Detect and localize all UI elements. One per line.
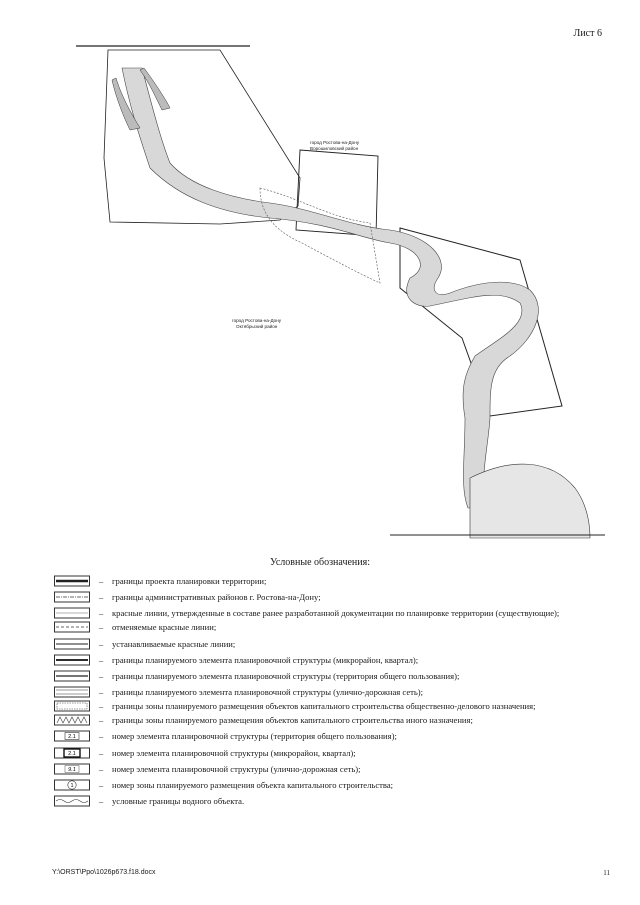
file-path: Y:\ORST\Ppo\1026p673.f18.docx bbox=[52, 869, 156, 876]
symbol-admin-boundary bbox=[54, 591, 90, 603]
svg-text:9.1: 9.1 bbox=[68, 766, 76, 773]
symbol-public-territory bbox=[54, 670, 90, 682]
legend-item: 9.1 – номер элемента планировочной структуры (улично-дорожная сеть); bbox=[54, 764, 594, 775]
svg-text:1: 1 bbox=[70, 782, 74, 789]
symbol-business-zone bbox=[54, 700, 90, 712]
symbol-zone-number bbox=[54, 779, 90, 791]
sheet-label: Лист 6 bbox=[573, 28, 602, 39]
symbol-microdistrict bbox=[54, 654, 90, 666]
water-body bbox=[122, 68, 538, 508]
symbol-number-public bbox=[54, 730, 90, 742]
legend-item: 2.1 – номер элемента планировочной структуры (территория общего пользования); bbox=[54, 731, 594, 742]
symbol-number-microdistrict bbox=[54, 747, 90, 759]
symbol-water-boundary bbox=[54, 795, 90, 807]
legend-item: – устанавливаемые красные линии; bbox=[54, 639, 594, 650]
legend-item: – границы планируемого элемента планировочной структуры (улично-дорожная сеть); bbox=[54, 687, 594, 698]
svg-text:2.1: 2.1 bbox=[68, 750, 76, 757]
map-label-city-bottom: город Ростова-на-Дону bbox=[232, 318, 282, 323]
map-label-district-top: Ворошиловский район bbox=[310, 146, 359, 151]
svg-text:2.1: 2.1 bbox=[68, 734, 76, 741]
parcel-lower bbox=[470, 464, 590, 538]
legend-item: – отменяемые красные линии; bbox=[54, 622, 594, 633]
legend-item: – условные границы водного объекта. bbox=[54, 796, 594, 807]
legend-item: 2.1 – номер элемента планировочной структуры (микрорайон, квартал); bbox=[54, 748, 594, 759]
page-number: 11 bbox=[603, 869, 610, 877]
symbol-other-zone bbox=[54, 714, 90, 726]
map-label-district-bottom: Октябрьский район bbox=[236, 324, 278, 329]
legend-item: – границы проекта планировки территории; bbox=[54, 576, 594, 587]
symbol-existing-red-lines bbox=[54, 607, 90, 619]
symbol-project-boundary bbox=[54, 575, 90, 587]
planning-map bbox=[70, 38, 610, 548]
legend-title: Условные обозначения: bbox=[269, 557, 370, 568]
legend-item: – границы административных районов г. Ростова-на-Дону; bbox=[54, 592, 594, 603]
legend-item: – границы планируемого элемента планировочной структуры (микрорайон, квартал); bbox=[54, 655, 594, 666]
symbol-cancelled-red-lines bbox=[54, 621, 90, 633]
legend-item: 1 – номер зоны планируемого размещения объекта капитального строительства; bbox=[54, 780, 594, 791]
legend-item: – границы планируемого элемента планировочной структуры (территория общего пользования); bbox=[54, 671, 594, 682]
symbol-new-red-lines bbox=[54, 638, 90, 650]
legend-item: – границы зоны планируемого размещения объектов капитального строительства общественно-делового назначения; bbox=[54, 701, 594, 712]
symbol-street-network bbox=[54, 686, 90, 698]
legend-item: – границы зоны планируемого размещения объектов капитального строительства иного назначения; bbox=[54, 715, 594, 726]
legend-item: – красные линии, утвержденные в составе ранее разработанной документации по планировке территории (существующие); bbox=[54, 608, 594, 619]
map-label-city-top: город Ростова-на-Дону bbox=[310, 140, 360, 145]
symbol-number-street bbox=[54, 763, 90, 775]
legend bbox=[54, 576, 594, 812]
